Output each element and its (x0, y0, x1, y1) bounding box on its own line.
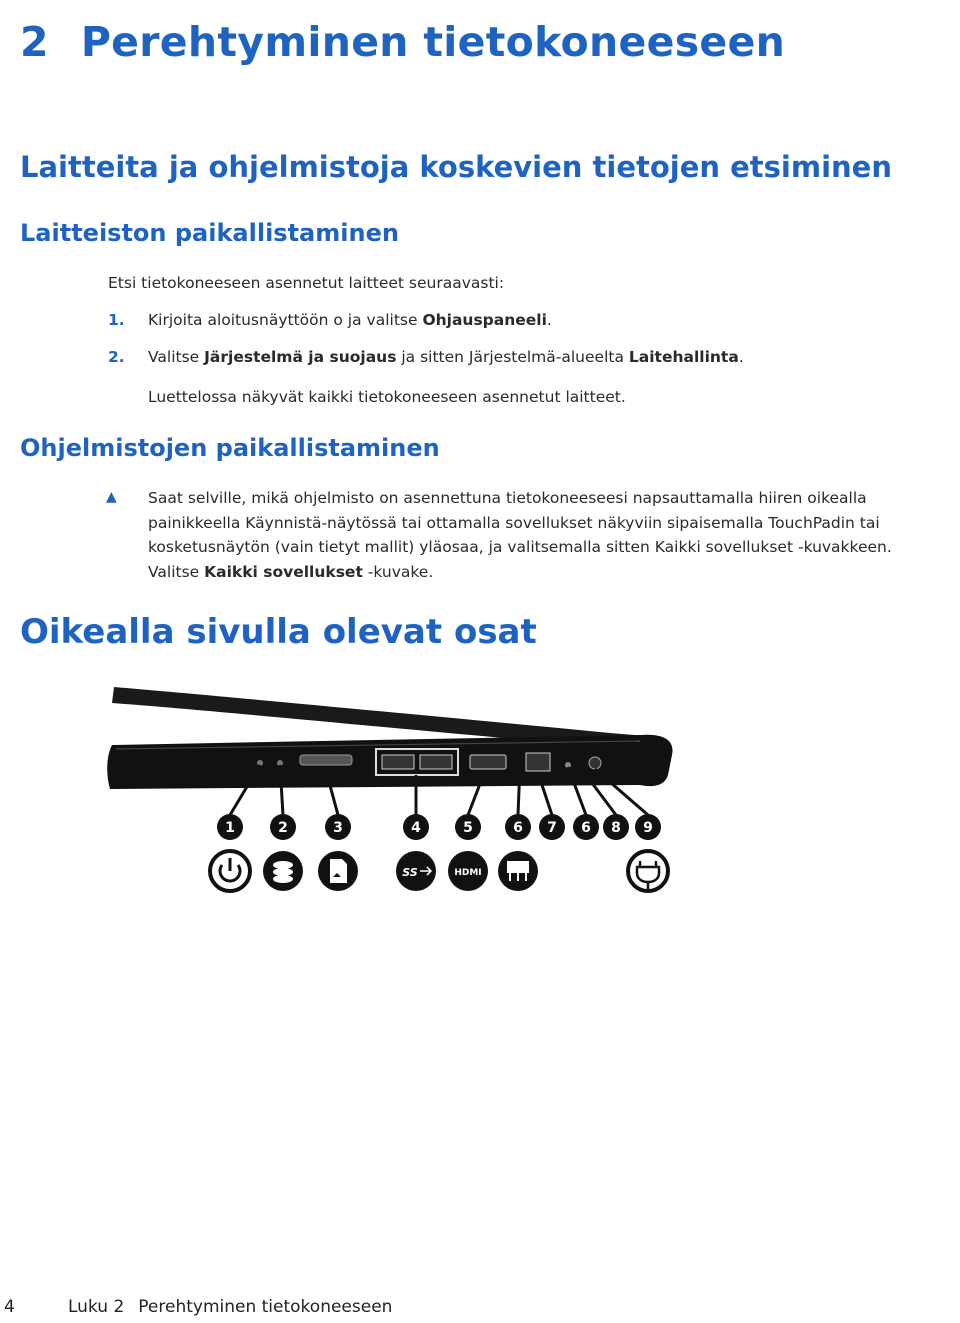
step-text: Kirjoita aloitusnäyttöön (148, 311, 334, 329)
bullet-triangle-icon: ▲ (106, 489, 117, 505)
chapter-title-text: Perehtyminen tietokoneeseen (80, 18, 786, 66)
callout-label: 6 (581, 820, 591, 836)
step-note: Luettelossa näkyvät kaikki tietokoneeseen asennetut laitteet. (148, 388, 626, 406)
section-heading-right-side: Oikealla sivulla olevat osat (20, 612, 537, 652)
step-key: o (333, 311, 343, 329)
hardware-intro: Etsi tietokoneeseen asennetut laitteet seuraavasti: (108, 274, 505, 292)
power-icon (210, 851, 250, 891)
callout-label: 4 (411, 820, 421, 836)
subheading-software: Ohjelmistojen paikallistaminen (20, 434, 440, 462)
port-ethernet (526, 753, 550, 771)
step-text: ja sitten Järjestelmä-alueelta (396, 348, 629, 366)
step-text: . (738, 348, 744, 366)
hard-drive-icon (263, 851, 303, 891)
section-heading-info: Laitteita ja ohjelmistoja koskevien tietojen etsiminen (20, 150, 892, 184)
footer-chapter (68, 1297, 392, 1317)
footer-chapter-label: Luku 2 (68, 1297, 125, 1317)
callout-label: 2 (278, 820, 288, 836)
port-power (589, 757, 601, 769)
step-1 (108, 308, 552, 333)
page-number: 4 (4, 1297, 15, 1317)
laptop-right-side-figure (100, 675, 690, 905)
hdmi-label: HDMI (454, 868, 482, 878)
port-usb-b (420, 755, 452, 769)
para-bold: Kaikki sovellukset (204, 562, 363, 581)
step-number: 1. (108, 311, 125, 329)
callout-label: 5 (463, 820, 473, 836)
callout-label: 1 (225, 820, 235, 836)
para-text: Saat selville, mikä ohjelmisto on asennettuna tietokoneeseesi napsauttamalla hiiren oikealla painikkeella Käynnistä-näytössä tai ottamalla sovellukset näkyviin sipaisemalla TouchPadin tai kosketusnäytön (vain tietyt mallit) yläosaa, ja valitsemalla sitten Kaikki sovellukset -kuvakkeen. Valitse (148, 489, 892, 581)
callout-label: 9 (643, 820, 653, 836)
step-text: ja valitse (342, 311, 423, 329)
step-bold: Laitehallinta (628, 348, 739, 366)
callout-label: 3 (333, 820, 343, 836)
port-hdmi (470, 755, 506, 769)
chapter-number: 2 (20, 18, 49, 66)
usb-label: SS (402, 866, 418, 879)
power-connector-icon (628, 851, 668, 891)
step-2 (108, 345, 744, 370)
callout-label: 6 (513, 820, 523, 836)
usb-ss-icon (396, 851, 436, 891)
port-sd-slot (300, 755, 352, 765)
step-text: Valitse (148, 348, 205, 366)
callout-label: 7 (547, 820, 557, 836)
chapter-title (20, 18, 785, 66)
step-text: . (546, 311, 552, 329)
hdmi-icon (448, 851, 488, 891)
port-usb-a (382, 755, 414, 769)
step-number: 2. (108, 348, 125, 366)
subheading-hardware: Laitteiston paikallistaminen (20, 219, 399, 247)
footer-chapter-title: Perehtyminen tietokoneeseen (138, 1297, 393, 1317)
callout-label: 8 (611, 820, 621, 836)
memory-card-icon (318, 851, 358, 891)
software-paragraph (148, 486, 938, 584)
step-bold: Järjestelmä ja suojaus (204, 348, 397, 366)
step-bold: Ohjauspaneeli (422, 311, 547, 329)
network-jack-icon (498, 851, 538, 891)
para-text: -kuvake. (362, 562, 434, 581)
